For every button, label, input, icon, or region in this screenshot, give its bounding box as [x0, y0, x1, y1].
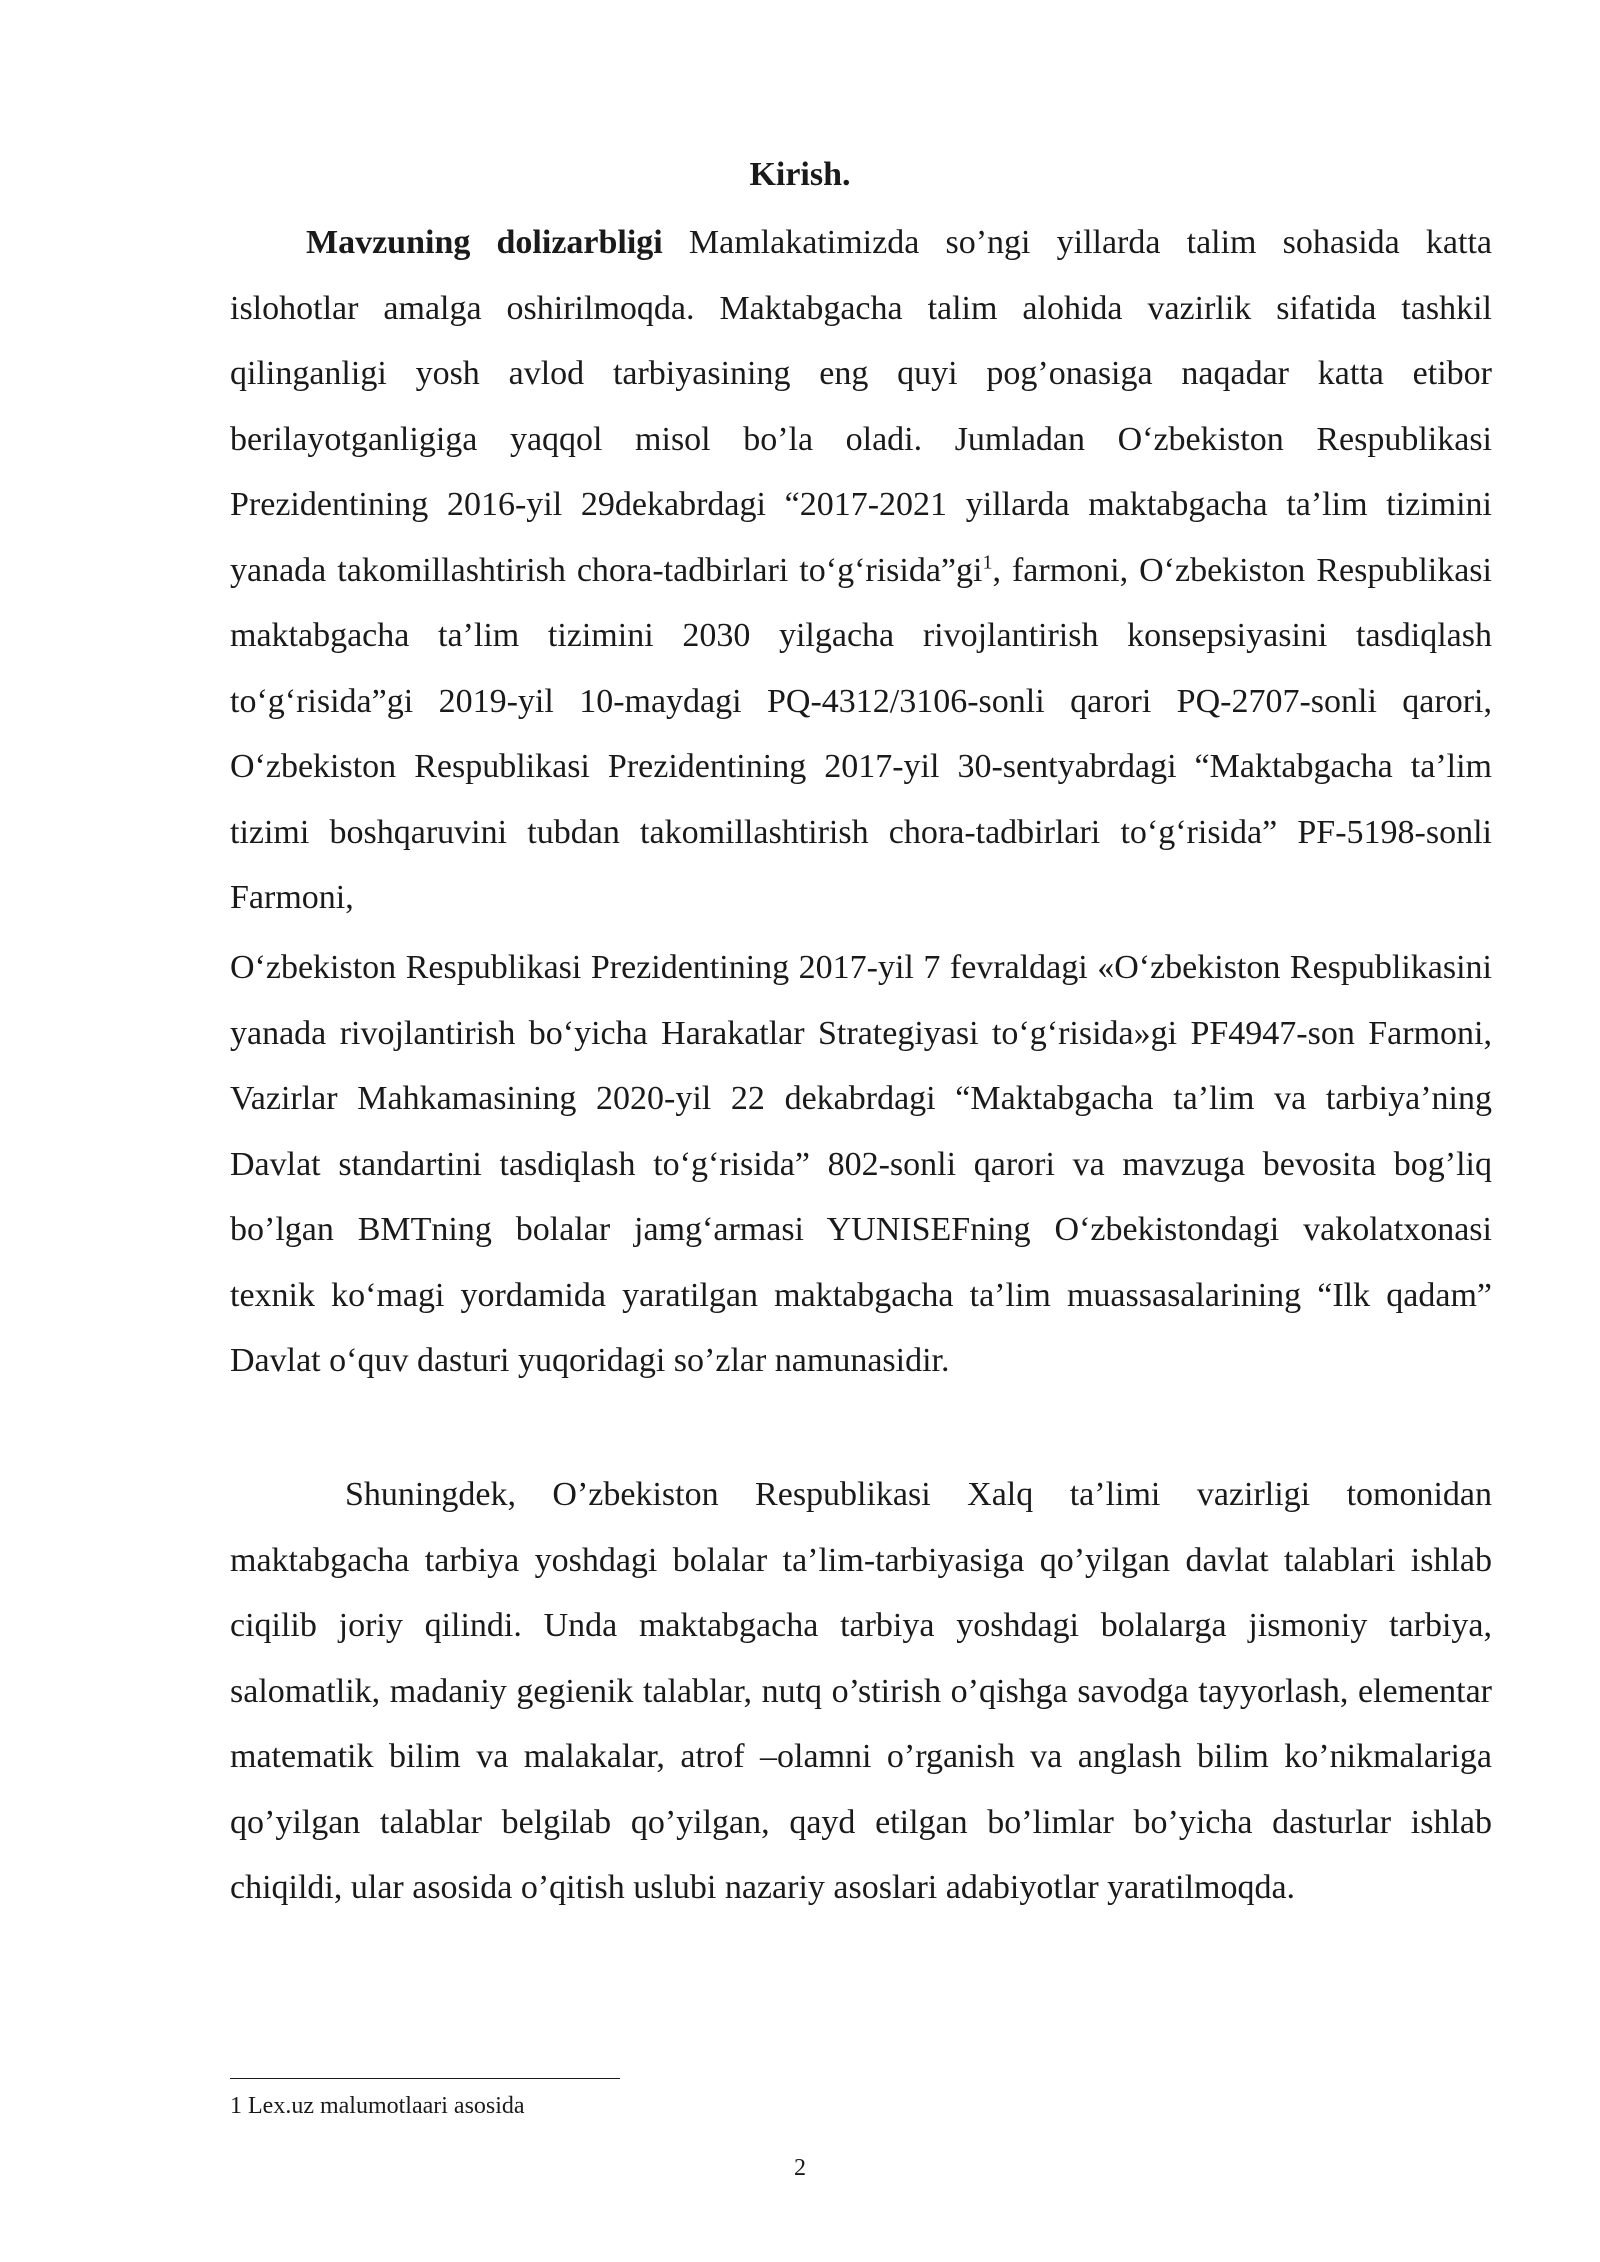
- paragraph-text: Mamlakatimizda so’ngi yillarda talim sohasida katta islohotlar amalga oshirilmoqda. Maktabgacha talim alohida vazirlik sifatida tashkil qilinganligi yosh avlod tarbiyasining eng quyi pog’onasiga naqadar katta etibor berilayotganligiga yaqqol misol bo’la oladi. Jumladan O‘zbekiston Respublikasi Prezidentining 2016-yil 29dekabrdagi “2017-2021 yillarda maktabgacha ta’lim tizimini yanada takomillashtirish chora-tadbirlari to‘g‘risida”gi: [230, 224, 1493, 589]
- footnote: 1 Lex.uz malumotlaari asosida: [230, 2093, 525, 2119]
- paragraph-relevance: [230, 210, 1492, 931]
- footnote-separator: [230, 2078, 620, 2079]
- paragraph-decrees: O‘zbekiston Respublikasi Prezidentining 2017-yil 7 fevraldagi «O‘zbekiston Respublikasini yanada rivojlantirish bo‘yicha Harakatlar Strategiyasi to‘g‘risida»gi PF4947-son Farmoni, Vazirlar Mahkamasining 2020-yil 22 dekabrdagi “Maktabgacha ta’lim va tarbiya’ning Davlat standartini tasdiqlash to‘g‘risida” 802-sonli qarori va mavzuga bevosita bog’liq bo’lgan BMTning bolalar jamg‘armasi YUNISEFning O‘zbekistondagi vakolatxonasi texnik ko‘magi yordamida yaratilgan maktabgacha ta’lim muassasalarining “Ilk qadam” Davlat o‘quv dasturi yuqoridagi so’zlar namunasidir.: [230, 949, 1492, 1379]
- paragraph-lead-heading: Mavzuning dolizarbligi: [306, 224, 663, 261]
- page-number: 2: [794, 2155, 806, 2181]
- section-title: Kirish.: [749, 156, 851, 193]
- paragraph-text: , farmoni, O‘zbekiston Respublikasi maktabgacha ta’lim tizimini 2030 yilgacha rivojlantirish konsepsiyasini tasdiqlash to‘g‘risida”gi 2019-yil 10-maydagi PQ-4312/3106-sonli qarori PQ-2707-sonli qarori, O‘zbekiston Respublikasi Prezidentining 2017-yil 30-sentyabrdagi “Maktabgacha ta’lim tizimi boshqaruvini tubdan takomillashtirish chora-tadbirlari to‘g‘risida” PF-5198-sonli Farmoni,: [230, 551, 1492, 916]
- footnote-reference[interactable]: 1: [982, 551, 993, 574]
- paragraph-requirements: Shuningdek, O’zbekiston Respublikasi Xalq ta’limi vazirligi tomonidan maktabgacha tarbiya yoshdagi bolalar ta’lim-tarbiyasiga qo’yilgan davlat talablari ishlab ciqilib joriy qilindi. Unda maktabgacha tarbiya yoshdagi bolalarga jismoniy tarbiya, salomatlik, madaniy gegienik talablar, nutq o’stirish o’qishga savodga tayyorlash, elementar matematik bilim va malakalar, atrof –olamni o’rganish va anglash bilim ko’nikmalariga qo’yilgan talablar belgilab qo’yilgan, qayd etilgan bo’limlar bo’yicha dasturlar ishlab chiqildi, ular asosida o’qitish uslubi nazariy asoslari adabiyotlar yaratilmoqda.: [230, 1476, 1492, 1906]
